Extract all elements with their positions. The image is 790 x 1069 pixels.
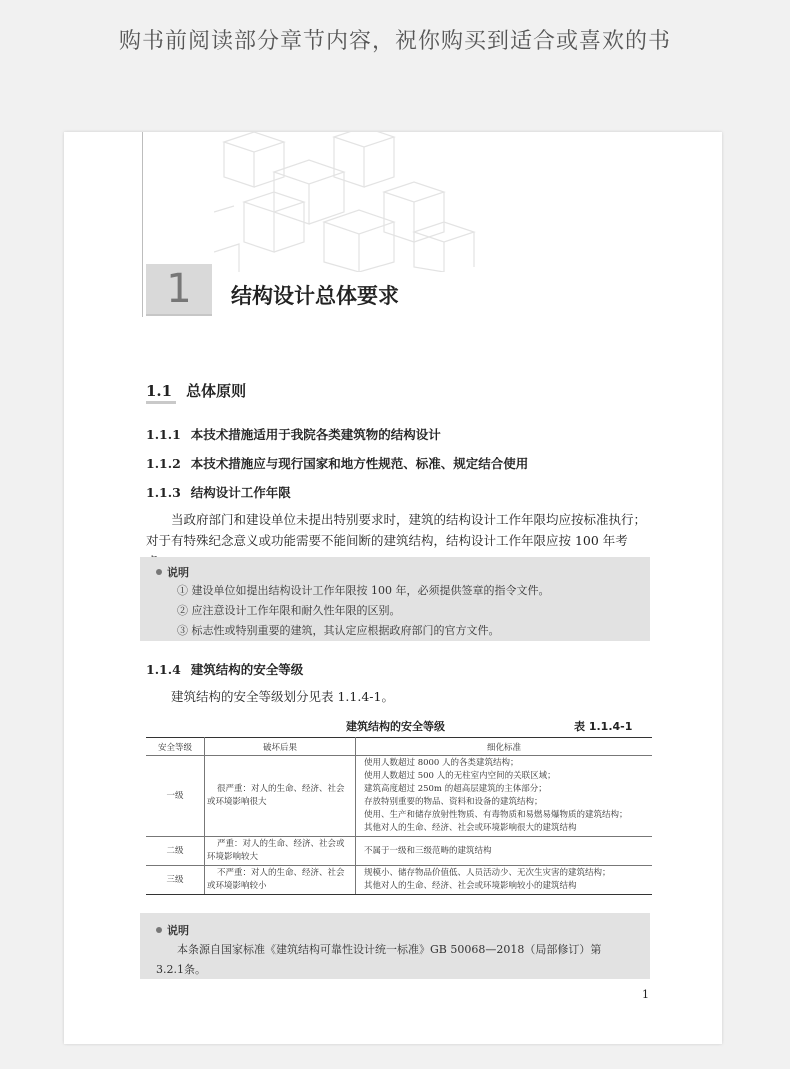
clause-number: 1.1.3	[146, 485, 181, 500]
book-page	[64, 132, 722, 1044]
clause-title: 结构设计工作年限	[190, 485, 291, 500]
criteria-line: 存放特别重要的物品、资料和设备的建筑结构；	[364, 797, 543, 807]
page-number: 1	[642, 988, 649, 1001]
clause-number: 1.1.2	[146, 456, 181, 471]
note-line: 3.2.1条。	[156, 963, 206, 976]
table-row	[146, 756, 652, 837]
clause-heading	[146, 660, 303, 678]
decorative-line	[142, 132, 143, 317]
table-row	[146, 837, 652, 866]
note-item: ② 应注意设计工作年限和耐久性年限的区别。	[177, 604, 401, 617]
criteria-line: 使用人数超过 500 人的无柱室内空间的关联区域；	[364, 771, 556, 781]
note-item: ① 建设单位如提出结构设计工作年限按 100 年，必须提供签章的指令文件。	[177, 584, 550, 597]
criteria-cell	[356, 866, 653, 895]
safety-grade-table	[146, 737, 652, 895]
clause-heading	[146, 483, 291, 501]
clause-title: 本技术措施适用于我院各类建筑物的结构设计	[190, 427, 441, 442]
body-paragraph: 建筑结构的安全等级划分见表 1.1.4-1。	[171, 689, 394, 704]
criteria-line: 使用、生产和储存放射性物质、有毒物质和易燃易爆物质的建筑结构；	[364, 810, 628, 820]
clause-number: 1.1.1	[146, 427, 181, 442]
table-header-row	[146, 738, 652, 756]
criteria-line: 其他对人的生命、经济、社会或环境影响较小的建筑结构	[364, 881, 577, 891]
cube-pattern-decoration	[214, 132, 484, 272]
note-line: 本条源自国家标准《建筑结构可靠性设计统一标准》GB 50068—2018（局部修订）第	[177, 943, 602, 956]
grade-cell: 一级	[146, 756, 205, 837]
note-label-text: 说明	[167, 566, 189, 579]
paragraph-line: 当政府部门和建设单位未提出特别要求时，建筑的结构设计工作年限均应按标准执行；	[171, 512, 647, 527]
bullet-icon	[156, 927, 162, 933]
section-number: 1.1	[146, 382, 176, 404]
clause-heading	[146, 454, 528, 472]
column-header: 安全等级	[146, 738, 205, 756]
note-box	[140, 557, 650, 641]
consequence-line: 不严重：对人的生命、经济、社会	[217, 868, 345, 878]
clause-number: 1.1.4	[146, 662, 181, 677]
clause-title: 本技术措施应与现行国家和地方性规范、标准、规定结合使用	[190, 456, 529, 471]
clause-title: 建筑结构的安全等级	[190, 662, 304, 677]
chapter-number: 1	[146, 264, 212, 316]
grade-cell: 三级	[146, 866, 205, 895]
consequence-line: 环境影响较大	[207, 852, 259, 862]
bullet-icon	[156, 569, 162, 575]
section-heading	[146, 380, 246, 404]
consequence-cell	[205, 837, 356, 866]
consequence-line: 或环境影响较小	[207, 881, 267, 891]
table-number: 表 1.1.4-1	[574, 720, 633, 733]
column-header: 细化标准	[356, 738, 653, 756]
consequence-cell	[205, 866, 356, 895]
consequence-line: 或环境影响很大	[207, 797, 267, 807]
chapter-title: 结构设计总体要求	[231, 284, 399, 308]
clause-heading	[146, 425, 441, 443]
criteria-line: 其他对人的生命、经济、社会或环境影响很大的建筑结构	[364, 823, 577, 833]
criteria-line: 不属于一级和三级范畴的建筑结构	[364, 845, 492, 856]
note-item: ③ 标志性或特别重要的建筑，其认定应根据政府部门的官方文件。	[177, 624, 500, 637]
promo-banner: 购书前阅读部分章节内容，祝你购买到适合或喜欢的书	[118, 29, 671, 54]
paragraph-line: 对于有特殊纪念意义或功能需要不能间断的建筑结构，结构设计工作年限应按 100 年考	[146, 533, 628, 548]
criteria-line: 使用人数超过 8000 人的各类建筑结构；	[364, 758, 519, 768]
note-label	[156, 564, 189, 580]
criteria-cell	[356, 756, 653, 837]
grade-cell: 二级	[146, 837, 205, 866]
note-label-text: 说明	[167, 924, 189, 937]
note-label	[156, 922, 189, 938]
consequence-cell	[205, 756, 356, 837]
table-row	[146, 866, 652, 895]
criteria-line: 建筑高度超过 250m 的超高层建筑的主体部分；	[364, 784, 547, 794]
section-title: 总体原则	[186, 382, 247, 400]
consequence-line: 很严重：对人的生命、经济、社会	[217, 784, 345, 794]
table-title: 建筑结构的安全等级	[346, 720, 445, 733]
criteria-cell	[356, 837, 653, 866]
column-header: 破坏后果	[205, 738, 356, 756]
criteria-line: 规模小、储存物品价值低、人员活动少、无次生灾害的建筑结构；	[364, 868, 611, 878]
consequence-line: 严重：对人的生命、经济、社会或	[217, 839, 345, 849]
note-box	[140, 913, 650, 979]
